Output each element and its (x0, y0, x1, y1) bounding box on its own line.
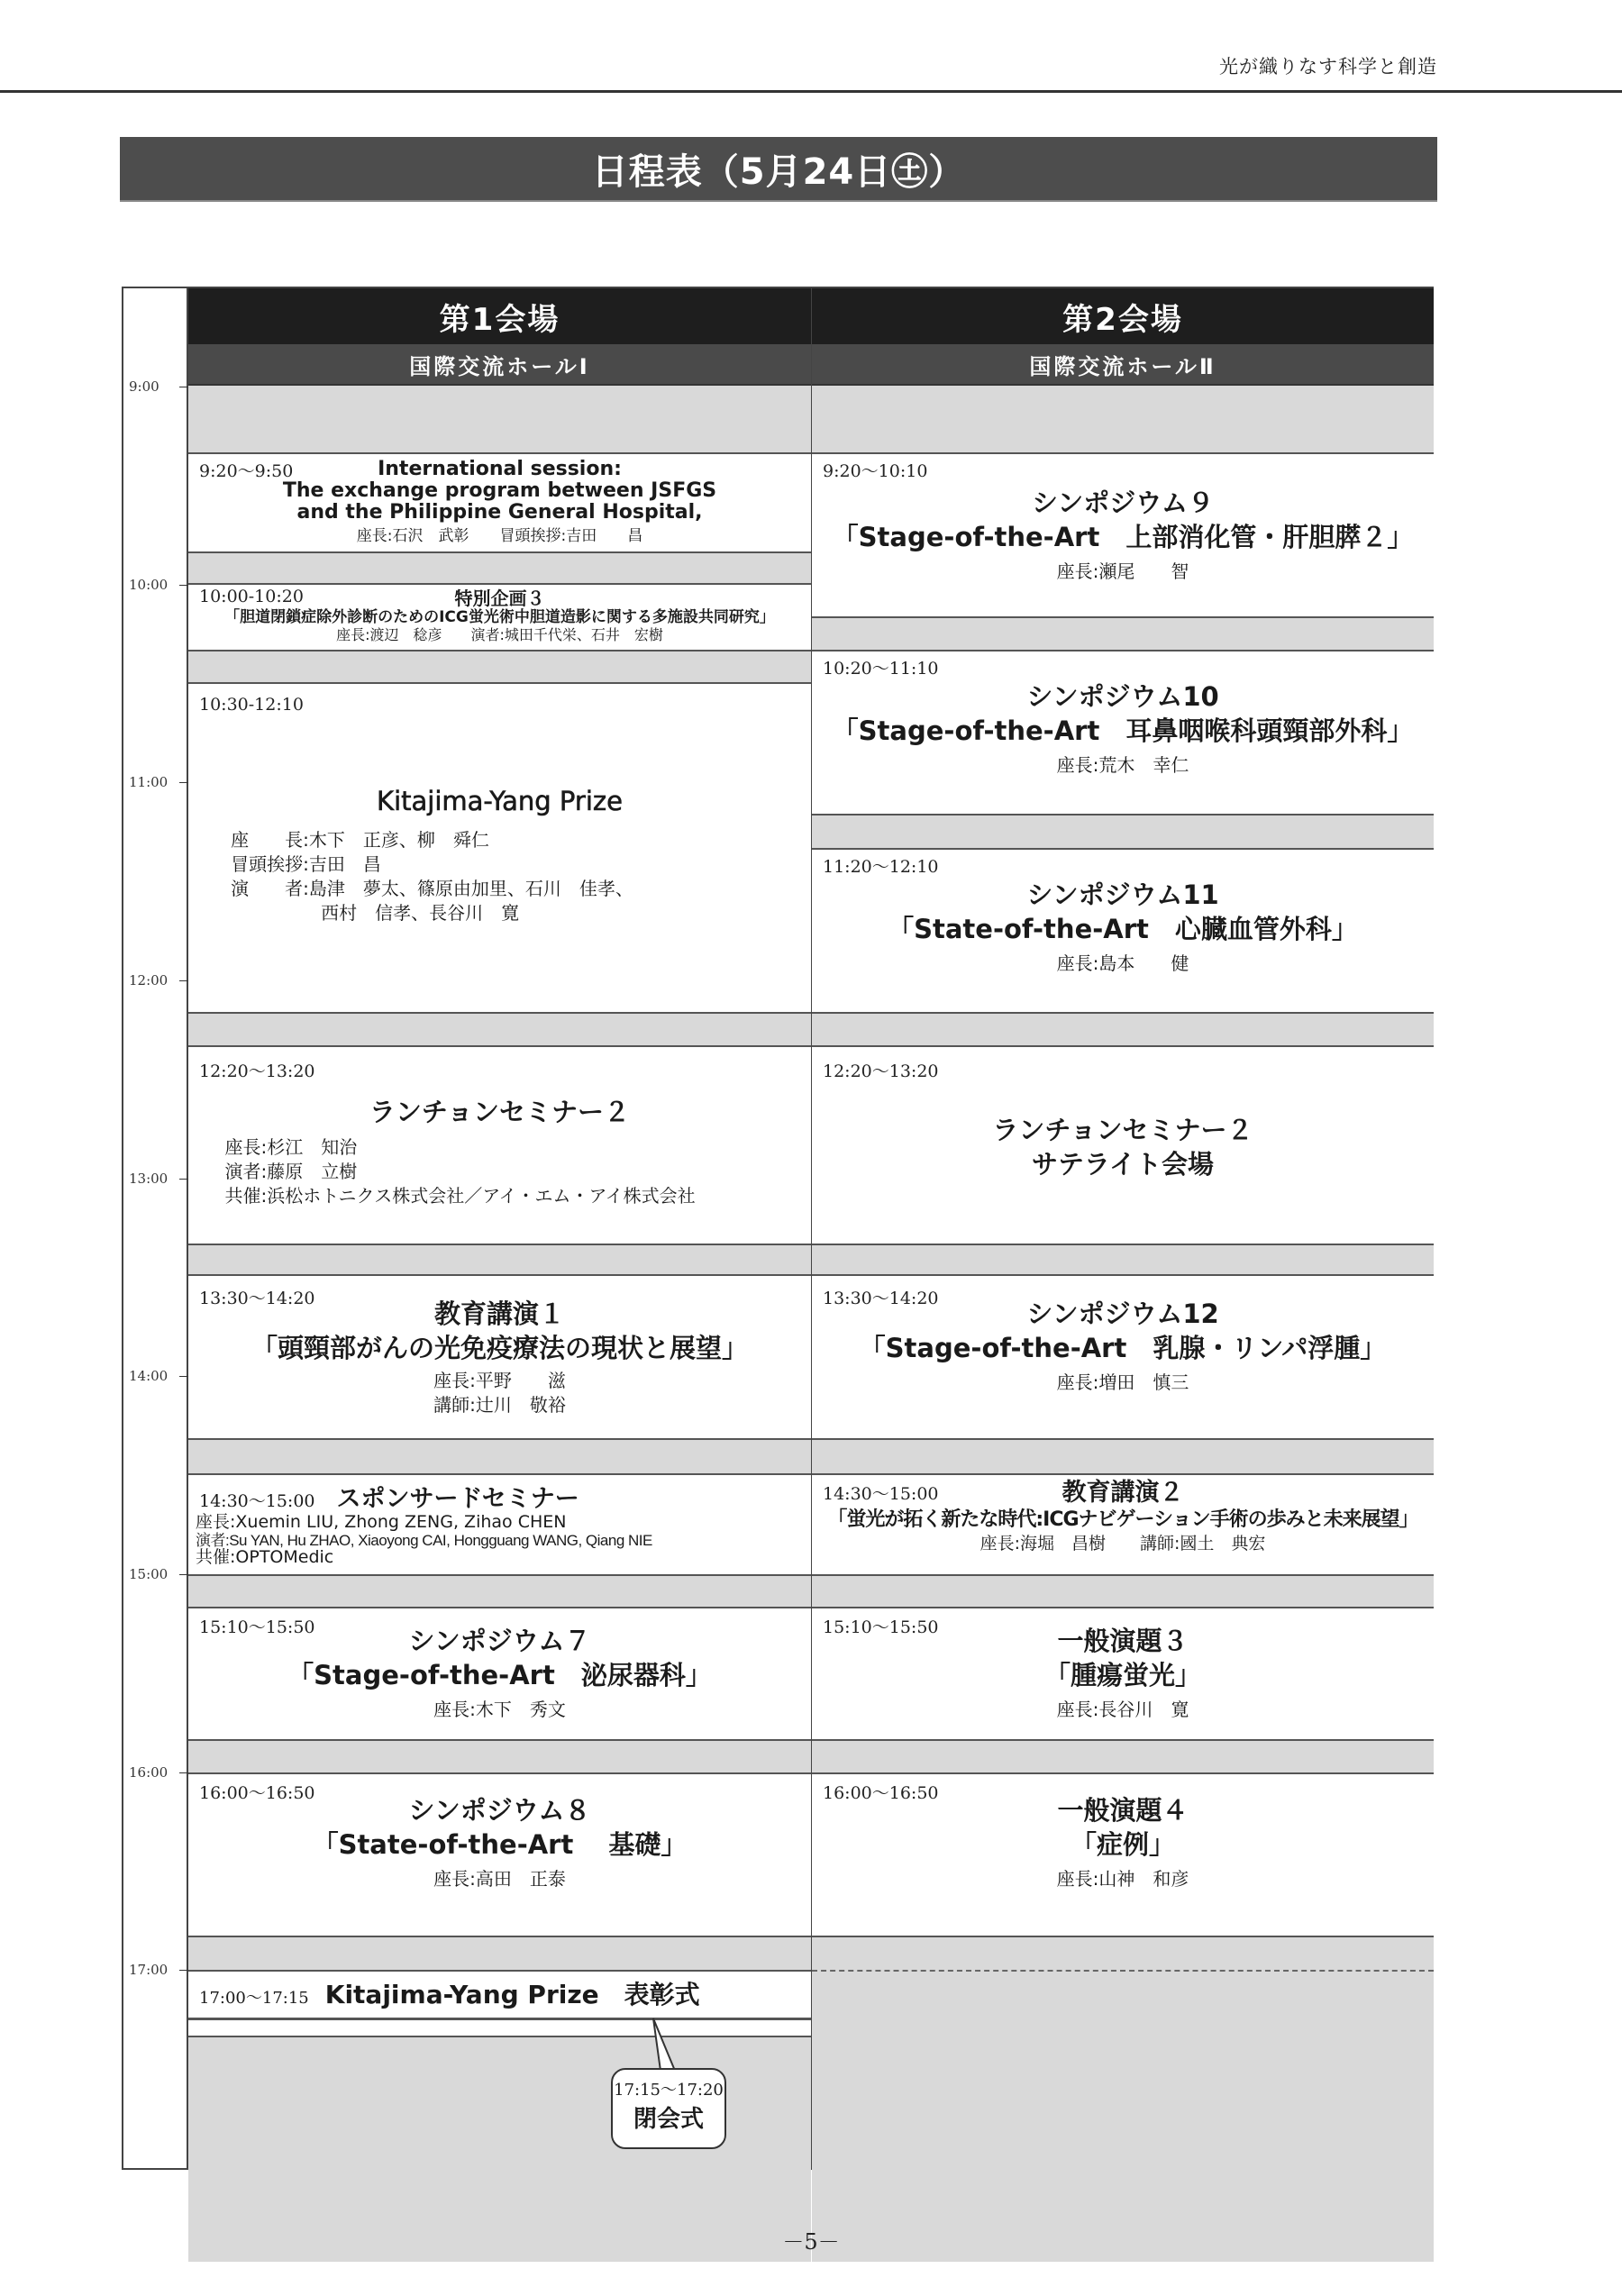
session-time: 11:20〜12:10 (823, 857, 939, 877)
callout-title: 閉会式 (633, 2106, 704, 2133)
session-time: 12:20〜13:20 (823, 1061, 939, 1081)
session-title: 一般演題３ (1057, 1626, 1189, 1656)
session-title: シンポジウム10 (1026, 681, 1219, 712)
session-title: 特別企画３ (454, 588, 545, 609)
time-label: 15:00 (129, 1566, 169, 1582)
session-chair: 座長:高田 正泰 (433, 1868, 566, 1891)
session-chair: 座長:渡辺 稔彦 演者:城田千代栄、石井 宏樹 (336, 626, 663, 644)
detail-speakers-cont: 西村 信孝、長谷川 寛 (231, 901, 520, 924)
closing-ceremony-callout[interactable] (611, 2068, 726, 2149)
detail-chair: 座長:杉江 知治 (224, 1135, 358, 1158)
session-subtitle: 「Stage-of-the-Art 乳腺・リンパ浮腫」 (859, 1332, 1387, 1363)
detail-speaker: 演者:藤原 立樹 (224, 1160, 358, 1182)
session-subtitle: 「症例」 (1070, 1828, 1175, 1860)
header-rule (0, 90, 1622, 93)
session-time: 10:30-12:10 (199, 695, 304, 715)
closing-ceremony-slot (188, 2019, 811, 2037)
time-label: 9:00 (129, 378, 159, 395)
session-time: 14:30〜15:00 (823, 1484, 939, 1504)
session-title: Kitajima-Yang Prize (377, 786, 623, 816)
session-title: シンポジウム９ (1032, 487, 1214, 518)
time-tick (179, 1970, 188, 1971)
time-tick (179, 980, 188, 981)
session-time: 16:00〜16:50 (199, 1783, 315, 1803)
session-luncheon-seminar-2-satellite[interactable] (812, 1045, 1434, 1245)
session-educational-lecture-2[interactable] (812, 1473, 1434, 1576)
time-label: 11:00 (129, 774, 169, 790)
session-symposium-10[interactable] (812, 650, 1434, 815)
session-title: 一般演題４ (1057, 1795, 1189, 1826)
session-chair: 座長:木下 秀文 (433, 1699, 566, 1721)
session-time: 10:20〜11:10 (823, 659, 939, 679)
time-tick (179, 1772, 188, 1773)
session-time: 15:10〜15:50 (823, 1617, 939, 1637)
session-subtitle: 「蛍光が拓く新たな時代:ICGナビゲーション手術の歩みと未来展望」 (827, 1508, 1418, 1532)
session-general-4[interactable] (812, 1772, 1434, 1937)
session-subtitle: 「胆道閉鎖症除外診断のためのICG蛍光術中胆道造影に関する多施設共同研究」 (224, 608, 775, 626)
session-time: 17:00〜17:15 (199, 1989, 309, 2008)
session-subtitle: 「State-of-the-Art 心臓血管外科」 (888, 913, 1358, 944)
session-chair: 座長:長谷川 寛 (1056, 1699, 1189, 1721)
room-2-hall: 国際交流ホールⅡ (812, 344, 1434, 386)
time-tick (179, 585, 188, 586)
session-title: シンポジウム11 (1026, 879, 1219, 910)
session-title: 教育講演１ (433, 1298, 565, 1329)
page-number: －5－ (782, 2229, 840, 2255)
session-subtitle: The exchange program between JSFGS (282, 479, 717, 503)
detail-opening: 冒頭挨拶:吉田 昌 (231, 852, 381, 875)
session-chair: 座長:海堀 昌樹 講師:國土 典宏 (980, 1533, 1266, 1553)
session-subtitle: 「頭頸部がんの光免疫療法の現状と展望」 (251, 1332, 748, 1363)
session-time: 15:10〜15:50 (199, 1617, 315, 1637)
running-title: 光が織りなす科学と創造 (1219, 56, 1437, 77)
session-time: 9:20〜9:50 (199, 461, 294, 481)
time-label: 16:00 (129, 1764, 169, 1781)
session-symposium-11[interactable] (812, 848, 1434, 1014)
room-2-header: 第2会場 (812, 288, 1434, 344)
session-subtitle: 「腫瘍蛍光」 (1043, 1659, 1201, 1690)
room-1-hall: 国際交流ホールⅠ (188, 344, 811, 386)
session-award-ceremony[interactable] (188, 1970, 811, 2019)
session-symposium-8[interactable] (188, 1772, 811, 1937)
session-title: シンポジウム12 (1026, 1298, 1219, 1329)
session-chair: 座長:島本 健 (1056, 952, 1189, 975)
session-details (225, 1135, 757, 1208)
session-time: 16:00〜16:50 (823, 1783, 939, 1803)
detail-speakers: 演 者:島津 夢太、篠原由加里、石川 佳孝、 (231, 877, 633, 899)
session-subtitle: 「State-of-the-Art 基礎」 (312, 1828, 688, 1860)
session-symposium-12[interactable] (812, 1274, 1434, 1440)
time-label: 17:00 (129, 1962, 169, 1978)
session-chair: 座長:瀬尾 智 (1056, 560, 1189, 583)
session-title: シンポジウム７ (408, 1626, 591, 1656)
session-title: Kitajima-Yang Prize 表彰式 (324, 1980, 700, 2009)
session-chair: 座長:石沢 武彰 冒頭挨拶:吉田 昌 (356, 526, 643, 545)
session-symposium-7[interactable] (188, 1607, 811, 1741)
session-title: International session: (378, 458, 622, 480)
session-educational-lecture-1[interactable] (188, 1274, 811, 1440)
detail-lecturer: 講師:辻川 敬裕 (433, 1394, 566, 1417)
session-chair: 座長:増田 慎三 (1056, 1371, 1189, 1394)
session-international[interactable] (188, 452, 811, 553)
detail-sponsor: 共催:OPTOMedic (196, 1547, 334, 1568)
session-luncheon-seminar-2[interactable] (188, 1045, 811, 1245)
session-time: 9:20〜10:10 (823, 461, 928, 481)
room-2-column (812, 288, 1434, 2168)
session-subtitle: サテライト会場 (1031, 1148, 1215, 1180)
time-tick (179, 1179, 188, 1180)
session-time: 12:20〜13:20 (199, 1061, 315, 1081)
session-heading (196, 1479, 811, 1514)
time-tick (179, 782, 188, 783)
session-subtitle: 「Stage-of-the-Art 耳鼻咽喉科頭頸部外科」 (832, 715, 1414, 746)
detail-chair: 座 長:木下 正彦、柳 舜仁 (231, 828, 489, 851)
detail-speakers: 演者:Su YAN, Hu ZHAO, Xiaoyong CAI, Hongguang WANG, Qiang NIE (196, 1531, 652, 1549)
session-time: 13:30〜14:20 (823, 1289, 939, 1308)
time-label: 12:00 (129, 972, 169, 989)
time-label: 10:00 (129, 577, 169, 593)
time-tick (179, 1574, 188, 1575)
room-1-header: 第1会場 (188, 288, 811, 344)
room-1-column (188, 288, 812, 2168)
session-time: 14:30〜15:00 (199, 1491, 315, 1511)
session-kitajima-yang-prize[interactable] (188, 682, 811, 1014)
session-subtitle: 「Stage-of-the-Art 上部消化管・肝胆膵２」 (832, 521, 1414, 552)
time-label: 13:00 (129, 1171, 169, 1187)
time-tick (179, 1376, 188, 1377)
session-title: シンポジウム８ (408, 1795, 591, 1826)
session-symposium-9[interactable] (812, 452, 1434, 618)
session-heading (196, 1975, 811, 2011)
end-time-dashed-line (812, 1970, 1434, 1972)
session-time: 13:30〜14:20 (199, 1289, 315, 1308)
session-subtitle: and the Philippine General Hospital, (296, 501, 703, 524)
session-details (433, 1369, 566, 1417)
callout-time: 17:15〜17:20 (614, 2081, 724, 2100)
session-title: スポンサードセミナー (336, 1485, 579, 1513)
detail-chair: 座長:Xuemin LIU, Zhong ZENG, Zihao CHEN (196, 1512, 567, 1532)
callout-pointer-icon (644, 2018, 680, 2073)
page-title: 日程表（5月24日㊏） (120, 137, 1437, 202)
time-label: 14:00 (129, 1368, 169, 1384)
session-chair: 座長:山神 和彦 (1056, 1868, 1189, 1891)
session-sponsored-seminar[interactable] (188, 1473, 811, 1576)
session-time: 10:00-10:20 (199, 587, 304, 606)
detail-sponsor: 共催:浜松ホトニクス株式会社／アイ・エム・アイ株式会社 (224, 1184, 696, 1207)
session-subtitle: 「Stage-of-the-Art 泌尿器科」 (287, 1659, 712, 1690)
session-general-3[interactable] (812, 1607, 1434, 1741)
session-title: 教育講演２ (1062, 1479, 1184, 1507)
session-title: ランチョンセミナー２ (992, 1115, 1253, 1145)
schedule-grid (122, 287, 1434, 2170)
session-chair: 座長:荒木 幸仁 (1056, 754, 1189, 777)
session-details (231, 828, 633, 925)
session-special-3[interactable] (188, 583, 811, 651)
session-title: ランチョンセミナー２ (369, 1097, 631, 1127)
detail-chair: 座長:平野 滋 (433, 1370, 566, 1392)
time-axis (123, 288, 188, 2168)
